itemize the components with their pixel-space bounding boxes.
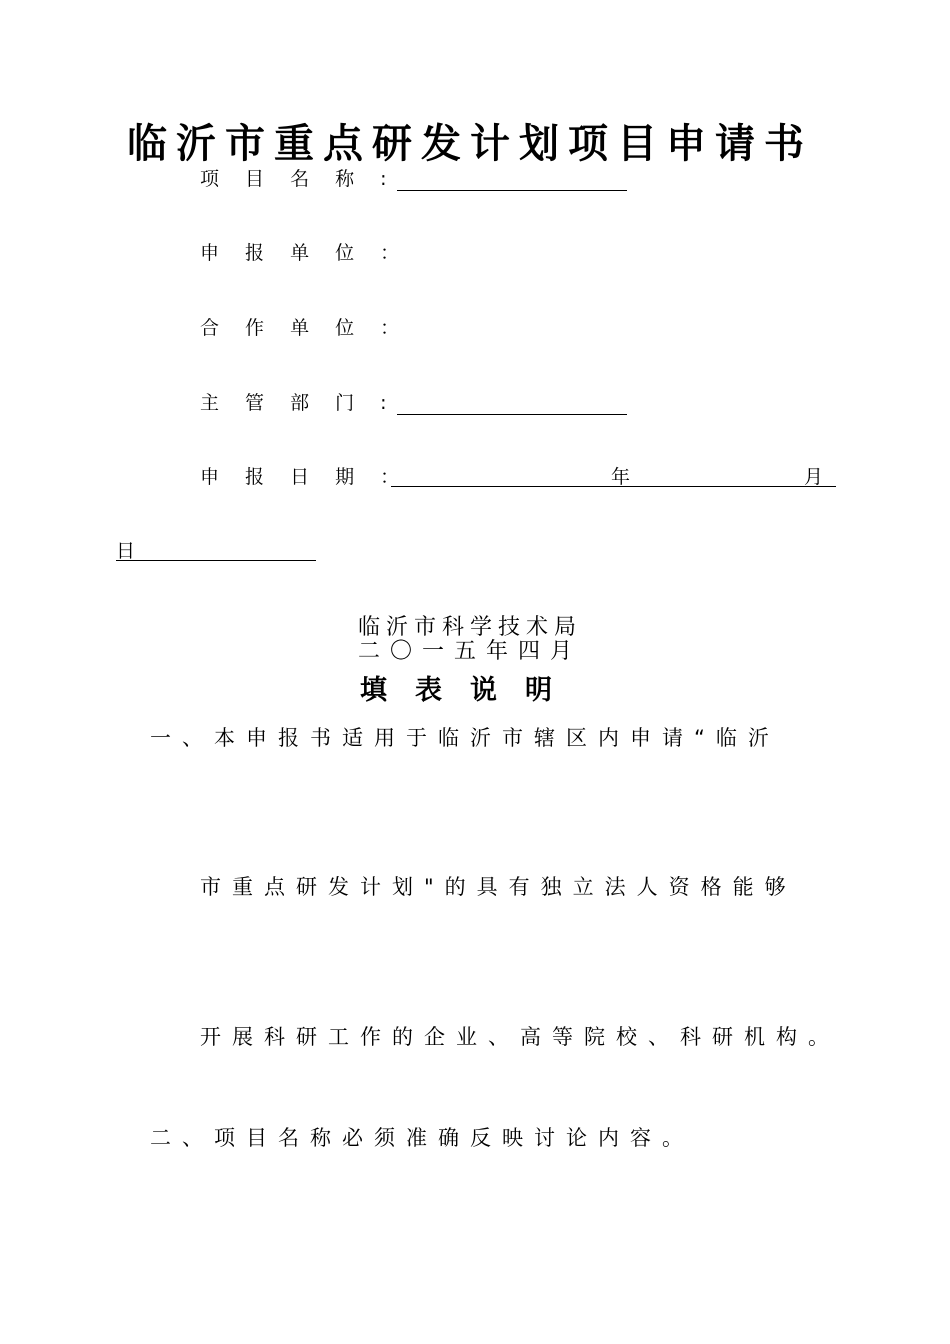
supervisor-blank <box>397 392 627 415</box>
instruction-2: 二、项目名称必须准确反映讨论内容。 <box>150 1126 694 1150</box>
apply-date-field <box>200 462 409 489</box>
year-label: 年 <box>611 466 631 488</box>
issuer-date: 二〇一五年四月 <box>357 639 582 664</box>
partner-field <box>200 313 409 340</box>
partner-label: 合 作 单 位 ： <box>200 317 410 339</box>
apply-date-blank <box>391 462 836 487</box>
supervisor-field <box>200 388 627 415</box>
supervisor-label: 主 管 部 门 : <box>200 392 397 414</box>
instructions-heading: 填表说明 <box>360 675 580 706</box>
project-name-field <box>200 164 627 191</box>
issuer-org: 临沂市科学技术局 <box>357 615 582 640</box>
month-label: 月 <box>804 466 824 488</box>
instruction-1-line-2: 市重点研发计划"的具有独立法人资格能够 <box>200 875 797 899</box>
document-title: 临沂市重点研发计划项目申请书 <box>127 120 813 167</box>
instruction-1-line-3: 开展科研工作的企业、高等院校、科研机构。 <box>200 1025 840 1049</box>
instruction-1-line-1: 一、本申报书适用于临沂市辖区内申请“临沂 <box>150 726 780 750</box>
apply-date-label: 申 报 日 期 ： <box>200 466 410 488</box>
project-name-label: 项 目 名 称 : <box>200 168 397 190</box>
applicant-field <box>200 238 409 265</box>
project-name-blank <box>397 168 627 191</box>
applicant-label: 申 报 单 位 ： <box>200 242 410 264</box>
day-label: 日 <box>116 540 136 562</box>
day-blank <box>116 536 316 561</box>
